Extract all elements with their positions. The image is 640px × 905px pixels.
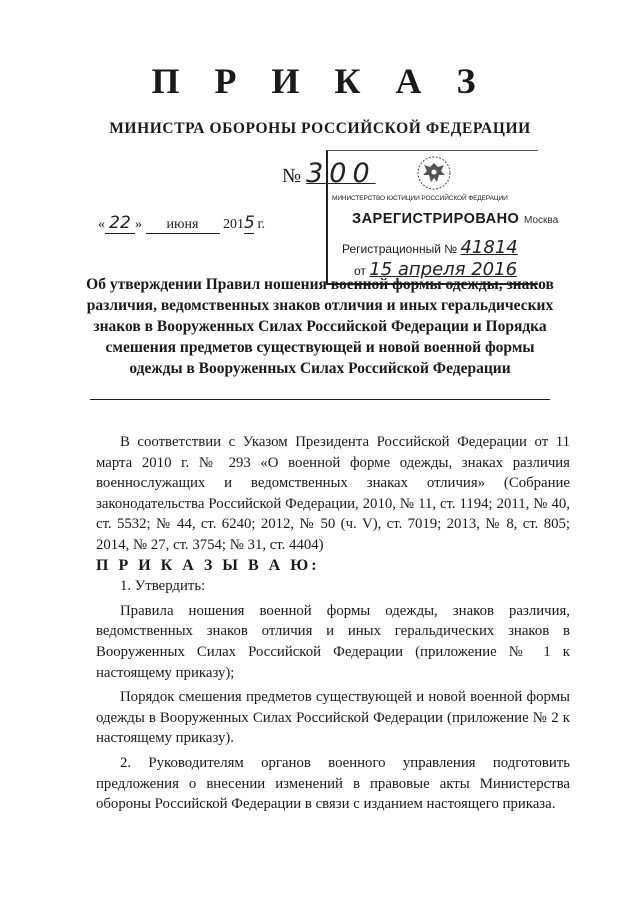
date-month: июня	[146, 217, 220, 234]
date-year-digit: 5	[244, 213, 255, 233]
stamp-city: Москва	[524, 215, 559, 226]
order-date: « 22 » июня 2015 г.	[98, 213, 266, 233]
date-year-suffix: г.	[257, 217, 266, 232]
stamp-reg-number	[342, 237, 518, 258]
reg-number-value: 41814	[460, 237, 518, 258]
clause-1-rules: Правила ношения военной формы одежды, знаков различия, ведомственных знаков отличия и иных геральдических знаков в Вооруженных Силах Российской Федерации (приложение № 1 к настоящему приказу);	[96, 602, 570, 681]
reg-label: Регистрационный №	[342, 242, 458, 256]
preamble-paragraph: В соответствии с Указом Президента Российской Федерации от 11 марта 2010 г. № 293 «О военной форме одежды, знаках различия военнослужащих и ведомственных знаках отличия» (Собрание законодательства Российской Федерации, 2010, № 11, ст. 1194; 2011, № 40, ст. 5532; № 44, ст. 6240; 2012, № 50 (ч. V), ст. 7019; 2013, № 8, ст. 805; 2014, № 27, ст. 3754; № 31, ст. 4404)	[96, 434, 570, 553]
order-directive: П Р И К А З Ы В А Ю:	[96, 556, 320, 574]
issuer-line: МИНИСТРА ОБОРОНЫ РОССИЙСКОЙ ФЕДЕРАЦИИ	[109, 120, 531, 137]
number-label: №	[282, 165, 302, 187]
stamp-agency: МИНИСТЕРСТВО ЮСТИЦИИ РОССИЙСКОЙ ФЕДЕРАЦИИ	[332, 195, 508, 202]
order-body	[96, 432, 570, 815]
number-value: 300	[306, 158, 376, 189]
date-day: 22	[105, 213, 135, 234]
document-title: П Р И К А З	[151, 61, 489, 101]
clause-1-procedure: Порядок смешения предметов существующей и новой военной формы одежды в Вооруженных Силах Российской Федерации (приложение № 2 к настоящему приказу).	[96, 689, 570, 747]
from-label: от	[354, 264, 366, 278]
date-year-prefix: 201	[223, 217, 244, 232]
registration-stamp	[326, 150, 559, 285]
heading-divider	[90, 399, 550, 400]
eagle-emblem-icon	[416, 155, 452, 191]
order-subject-heading: Об утверждении Правил ношения военной формы одежды, знаков различия, ведомственных знаков отличия и иных геральдических знаков в Вооруженных Силах Российской Федерации и Порядка смешения предметов существующей и новой военной формы одежды в Вооруженных Силах Российской Федерации	[86, 276, 554, 377]
clause-2: 2. Руководителям органов военного управления подготовить предложения о внесении изменений в правовые акты Министерства обороны Российской Федерации в связи с изданием настоящего приказа.	[96, 754, 570, 813]
clause-1: 1. Утвердить:	[120, 578, 206, 595]
reg-date-value: 15 апреля 2016	[369, 259, 518, 280]
stamp-status: ЗАРЕГИСТРИРОВАНО	[352, 211, 520, 227]
